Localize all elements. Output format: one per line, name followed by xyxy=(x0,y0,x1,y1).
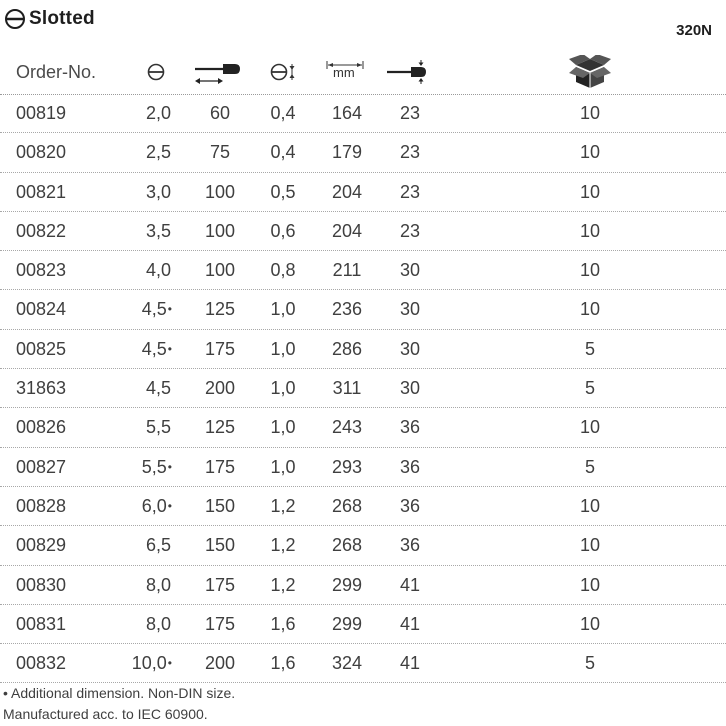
blade-width-value: 8,0 xyxy=(145,574,171,595)
package-quantity-cell: 10 xyxy=(579,142,601,163)
total-length-cell: 324 xyxy=(331,653,363,674)
package-quantity-cell: 5 xyxy=(584,338,595,359)
tip-thickness-cell: 1,0 xyxy=(270,299,296,320)
blade-width-cell xyxy=(146,173,172,211)
order-no-cell: 00828 xyxy=(16,495,67,516)
blade-width-cell xyxy=(146,369,172,407)
handle-diameter-cell: 23 xyxy=(399,103,421,123)
blade-width-header xyxy=(146,50,166,94)
tip-thickness-cell: 1,6 xyxy=(270,613,296,634)
order-no-cell: 00821 xyxy=(16,181,67,202)
blade-width-value: 5,5 xyxy=(145,417,171,438)
handle-diameter-cell: 23 xyxy=(399,142,421,163)
blade-width-cell xyxy=(142,330,172,368)
blade-width-cell xyxy=(146,566,172,604)
blade-length-cell: 100 xyxy=(204,220,236,241)
table-row xyxy=(0,566,726,605)
blade-length-cell: 125 xyxy=(204,299,236,320)
handle-diameter-cell: 36 xyxy=(399,535,421,556)
blade-length-cell: 175 xyxy=(204,456,236,477)
table-row xyxy=(0,644,726,683)
footnotes xyxy=(3,683,235,725)
blade-width-value: 4,5 xyxy=(141,299,167,320)
handle-diameter-cell: 23 xyxy=(399,220,421,241)
order-no-cell: 00823 xyxy=(16,260,67,281)
table-row xyxy=(0,526,726,565)
package-quantity-cell: 10 xyxy=(579,103,601,123)
total-length-cell: 179 xyxy=(331,142,363,163)
blade-width-cell xyxy=(146,526,172,564)
blade-length-cell: 100 xyxy=(204,260,236,281)
total-length-cell: 299 xyxy=(331,613,363,634)
order-no-cell: 00829 xyxy=(16,535,67,556)
package-quantity-cell: 10 xyxy=(579,260,601,281)
handle-diameter-cell: 30 xyxy=(399,378,421,399)
package-quantity-cell: 10 xyxy=(579,299,601,320)
tip-thickness-cell: 1,2 xyxy=(270,495,296,516)
tip-thickness-cell: 0,4 xyxy=(270,103,296,123)
blade-width-value: 2,0 xyxy=(145,103,171,123)
package-quantity-cell: 10 xyxy=(579,417,601,438)
order-no-cell: 00827 xyxy=(16,456,67,477)
blade-width-value: 4,0 xyxy=(145,260,171,281)
tip-thickness-cell: 1,2 xyxy=(270,574,296,595)
order-no-cell: 00826 xyxy=(16,417,67,438)
tip-thickness-cell: 1,0 xyxy=(270,417,296,438)
table-row xyxy=(0,369,726,408)
tip-thickness-cell: 0,5 xyxy=(270,181,296,202)
non-din-marker: • xyxy=(167,302,172,317)
order-no-cell: 00825 xyxy=(16,338,67,359)
blade-width-value: 4,5 xyxy=(145,378,171,399)
total-length-cell: 268 xyxy=(331,495,363,516)
order-no-cell: 00822 xyxy=(16,220,67,241)
handle-diameter-cell: 41 xyxy=(399,613,421,634)
tip-thickness-cell: 0,6 xyxy=(270,220,296,241)
blade-length-cell: 200 xyxy=(204,653,236,674)
handle-diameter-cell: 36 xyxy=(399,456,421,477)
blade-length-cell: 175 xyxy=(204,338,236,359)
total-length-cell: 311 xyxy=(332,378,362,399)
blade-width-value: 4,5 xyxy=(141,338,167,359)
handle-diameter-header xyxy=(385,50,433,94)
package-quantity-cell: 5 xyxy=(584,456,595,477)
total-length-cell: 243 xyxy=(331,417,363,438)
total-length-cell: 236 xyxy=(331,299,363,320)
blade-width-cell xyxy=(142,487,172,525)
total-length-cell: 299 xyxy=(331,574,363,595)
order-no-cell: 00831 xyxy=(16,613,67,634)
tip-thickness-icon xyxy=(270,62,296,82)
blade-length-cell: 200 xyxy=(204,378,236,399)
total-length-cell: 204 xyxy=(331,181,363,202)
package-quantity-cell: 10 xyxy=(579,535,601,556)
blade-width-value: 6,5 xyxy=(145,535,171,556)
blade-length-cell: 150 xyxy=(204,495,236,516)
total-length-cell: 293 xyxy=(331,456,363,477)
blade-length-cell: 60 xyxy=(209,103,231,123)
blade-width-value: 10,0 xyxy=(131,653,167,674)
table-row xyxy=(0,290,726,329)
tip-thickness-header xyxy=(270,50,296,94)
order-no-cell: 00819 xyxy=(16,103,67,123)
handle-diameter-cell: 36 xyxy=(399,495,421,516)
blade-width-cell xyxy=(146,605,172,643)
footnote-non-din: • Additional dimension. Non-DIN size. xyxy=(3,685,236,701)
package-quantity-cell: 10 xyxy=(579,220,601,241)
tip-thickness-cell: 1,0 xyxy=(270,338,296,359)
blade-length-cell: 100 xyxy=(204,181,236,202)
order-no-cell: 31863 xyxy=(16,378,67,399)
table-row xyxy=(0,173,726,212)
total-length-cell: 204 xyxy=(331,220,363,241)
header xyxy=(0,0,726,56)
tip-thickness-cell: 1,6 xyxy=(270,653,296,674)
tip-thickness-cell: 0,8 xyxy=(270,260,296,281)
table-row xyxy=(0,448,726,487)
blade-width-cell xyxy=(146,94,172,132)
package-quantity-cell: 10 xyxy=(579,181,601,202)
blade-length-icon xyxy=(193,57,243,87)
model-number: 320N xyxy=(676,22,712,39)
order-no-header: Order-No. xyxy=(16,61,97,82)
package-quantity-cell: 10 xyxy=(579,574,601,595)
tip-thickness-cell: 1,2 xyxy=(270,535,296,556)
footnote-standard: Manufactured acc. to IEC 60900. xyxy=(3,706,208,722)
table-row xyxy=(0,408,726,447)
table-row xyxy=(0,94,726,133)
total-length-cell: 211 xyxy=(332,260,362,281)
table-row xyxy=(0,212,726,251)
order-no-cell: 00830 xyxy=(16,574,67,595)
handle-diameter-cell: 36 xyxy=(399,417,421,438)
handle-diameter-cell: 30 xyxy=(399,338,421,359)
order-no-cell: 00824 xyxy=(16,299,67,320)
table-row xyxy=(0,133,726,172)
package-quantity-cell: 10 xyxy=(579,613,601,634)
blade-length-cell: 175 xyxy=(204,613,236,634)
blade-width-cell xyxy=(146,212,172,250)
title-group xyxy=(4,8,95,30)
blade-width-cell xyxy=(146,251,172,289)
handle-diameter-cell: 41 xyxy=(399,653,421,674)
blade-width-cell xyxy=(142,448,172,486)
handle-diameter-cell: 23 xyxy=(399,181,421,202)
blade-width-value: 6,0 xyxy=(141,495,167,516)
non-din-marker: • xyxy=(167,341,172,356)
non-din-marker: • xyxy=(167,498,172,513)
blade-length-cell: 175 xyxy=(204,574,236,595)
slotted-tip-icon xyxy=(146,62,166,82)
non-din-marker: • xyxy=(167,656,172,671)
handle-diameter-icon xyxy=(385,60,433,84)
tip-thickness-cell: 0,4 xyxy=(270,142,296,163)
package-quantity-cell: 10 xyxy=(579,495,601,516)
total-length-unit: mm xyxy=(333,65,355,80)
blade-width-value: 3,0 xyxy=(145,181,171,202)
order-no-cell: 00832 xyxy=(16,653,67,674)
blade-width-cell xyxy=(142,290,172,328)
total-length-cell: 286 xyxy=(331,338,363,359)
total-length-header xyxy=(325,50,365,94)
non-din-marker: • xyxy=(167,459,172,474)
table-row xyxy=(0,487,726,526)
table-row xyxy=(0,605,726,644)
package-box-icon xyxy=(566,55,614,89)
blade-width-cell xyxy=(146,133,172,171)
handle-diameter-cell: 30 xyxy=(399,260,421,281)
product-table-body xyxy=(0,94,726,683)
blade-width-cell xyxy=(132,644,172,682)
slotted-tip-icon xyxy=(4,8,26,30)
column-header-row xyxy=(0,50,726,95)
package-quantity-header xyxy=(566,50,614,94)
blade-length-cell: 75 xyxy=(209,142,231,163)
order-no-cell: 00820 xyxy=(16,142,67,163)
total-length-cell: 268 xyxy=(331,535,363,556)
table-row xyxy=(0,330,726,369)
blade-length-cell: 150 xyxy=(204,535,236,556)
table-row xyxy=(0,251,726,290)
blade-length-header xyxy=(193,50,243,94)
handle-diameter-cell: 41 xyxy=(399,574,421,595)
package-quantity-cell: 5 xyxy=(584,653,595,674)
blade-length-cell: 125 xyxy=(204,417,236,438)
handle-diameter-cell: 30 xyxy=(399,299,421,320)
blade-width-value: 2,5 xyxy=(145,142,171,163)
page-title: Slotted xyxy=(29,8,95,29)
total-length-cell: 164 xyxy=(331,103,363,123)
tip-thickness-cell: 1,0 xyxy=(270,456,296,477)
blade-width-value: 3,5 xyxy=(145,220,171,241)
blade-width-value: 8,0 xyxy=(145,613,171,634)
blade-width-value: 5,5 xyxy=(141,456,167,477)
package-quantity-cell: 5 xyxy=(584,378,595,399)
tip-thickness-cell: 1,0 xyxy=(270,378,296,399)
blade-width-cell xyxy=(146,408,172,446)
